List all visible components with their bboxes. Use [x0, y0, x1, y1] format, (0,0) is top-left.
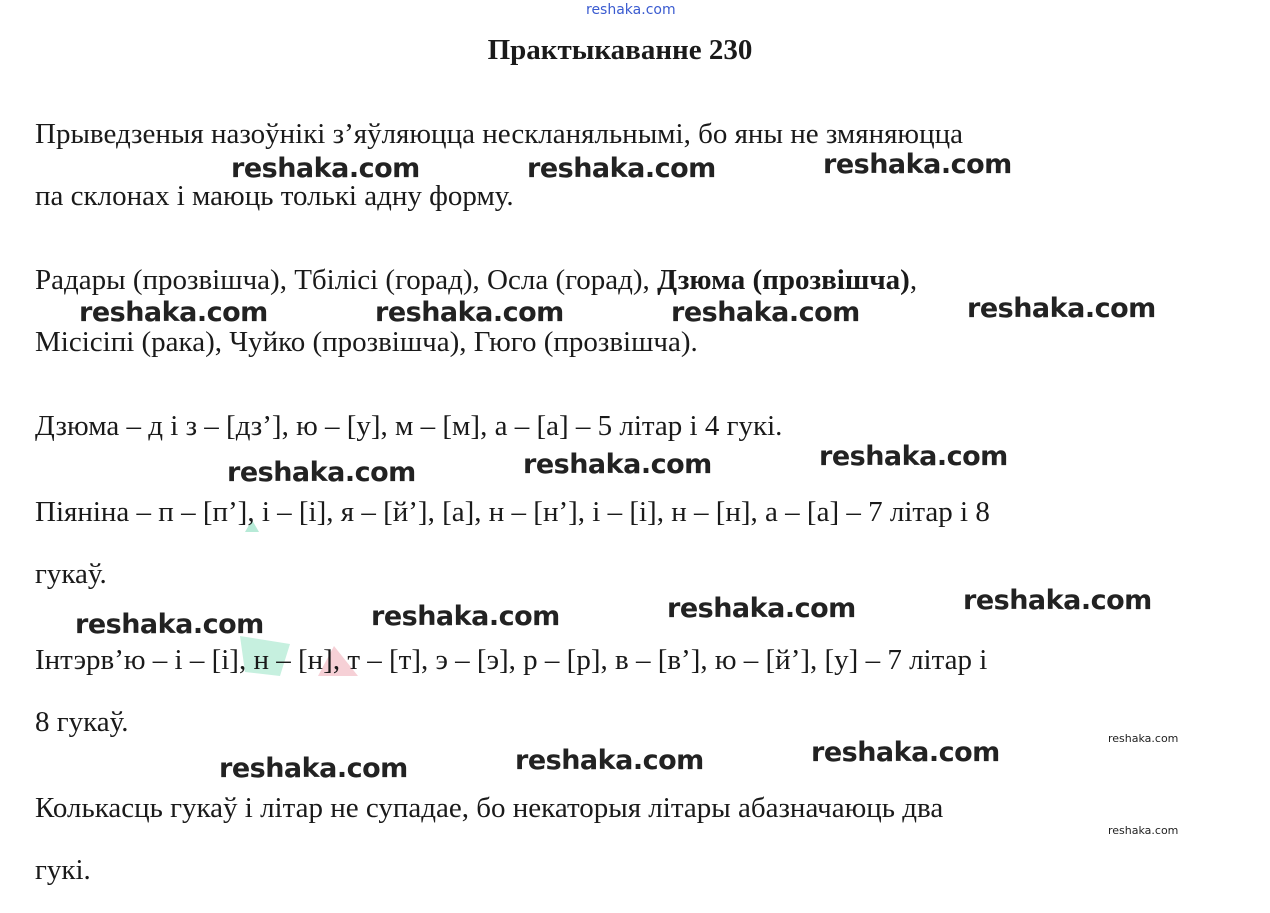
line-text: ,	[909, 264, 918, 296]
watermark: reshaka.com	[523, 449, 712, 480]
paragraph-line: Місісіпі (рака), Чуйко (прозвішча), Гюго (прозвішча).	[35, 326, 698, 358]
paragraph-line: Дзюма – д і з – [дз’], ю – [у], м – [м], а – [а] – 5 літар і 4 гукі.	[35, 410, 783, 442]
watermark: reshaka.com	[79, 297, 268, 328]
watermark: reshaka.com	[823, 149, 1012, 180]
watermark: reshaka.com	[527, 153, 716, 184]
watermark: reshaka.com	[375, 297, 564, 328]
watermark-small: reshaka.com	[1108, 732, 1179, 745]
watermark: reshaka.com	[231, 153, 420, 184]
watermark: reshaka.com	[667, 593, 856, 624]
paragraph-line	[35, 264, 917, 297]
watermark-small: reshaka.com	[1108, 824, 1179, 837]
watermark: reshaka.com	[811, 737, 1000, 768]
watermark: reshaka.com	[967, 293, 1156, 324]
paragraph-line: Інтэрв’ю – і – [і], н – [н], т – [т], э – [э], р – [р], в – [в’], ю – [й’], [у] – 7 літар і	[35, 644, 988, 676]
watermark: reshaka.com	[227, 457, 416, 488]
watermark: reshaka.com	[75, 609, 264, 640]
page-title: Практыкаванне 230	[487, 34, 753, 66]
paragraph-line: Піяніна – п – [п’], і – [і], я – [й’], [а], н – [н’], і – [і], н – [н], а – [а] – 7 літар і 8	[35, 496, 990, 528]
paragraph-line: па склонах і маюць толькі адну форму.	[35, 180, 514, 212]
paragraph-line: Прыведзеныя назоўнікі з’яўляюцца нескланяльнымі, бо яны не змяняюцца	[35, 118, 963, 150]
watermark: reshaka.com	[819, 441, 1008, 472]
watermark: reshaka.com	[371, 601, 560, 632]
bold-term: Дзюма (прозвішча)	[657, 264, 910, 296]
paragraph-line: гукі.	[35, 854, 91, 886]
paragraph-line: гукаў.	[35, 558, 107, 590]
watermark: reshaka.com	[963, 585, 1152, 616]
paragraph-line: 8 гукаў.	[35, 706, 129, 738]
line-text: Радары (прозвішча), Тбілісі (горад), Осла (горад),	[35, 264, 658, 296]
watermark: reshaka.com	[515, 745, 704, 776]
watermark: reshaka.com	[219, 753, 408, 784]
site-link[interactable]: reshaka.com	[586, 2, 676, 18]
watermark: reshaka.com	[671, 297, 860, 328]
paragraph-line: Колькасць гукаў і літар не супадае, бо некаторыя літары абазначаюць два	[35, 792, 944, 824]
